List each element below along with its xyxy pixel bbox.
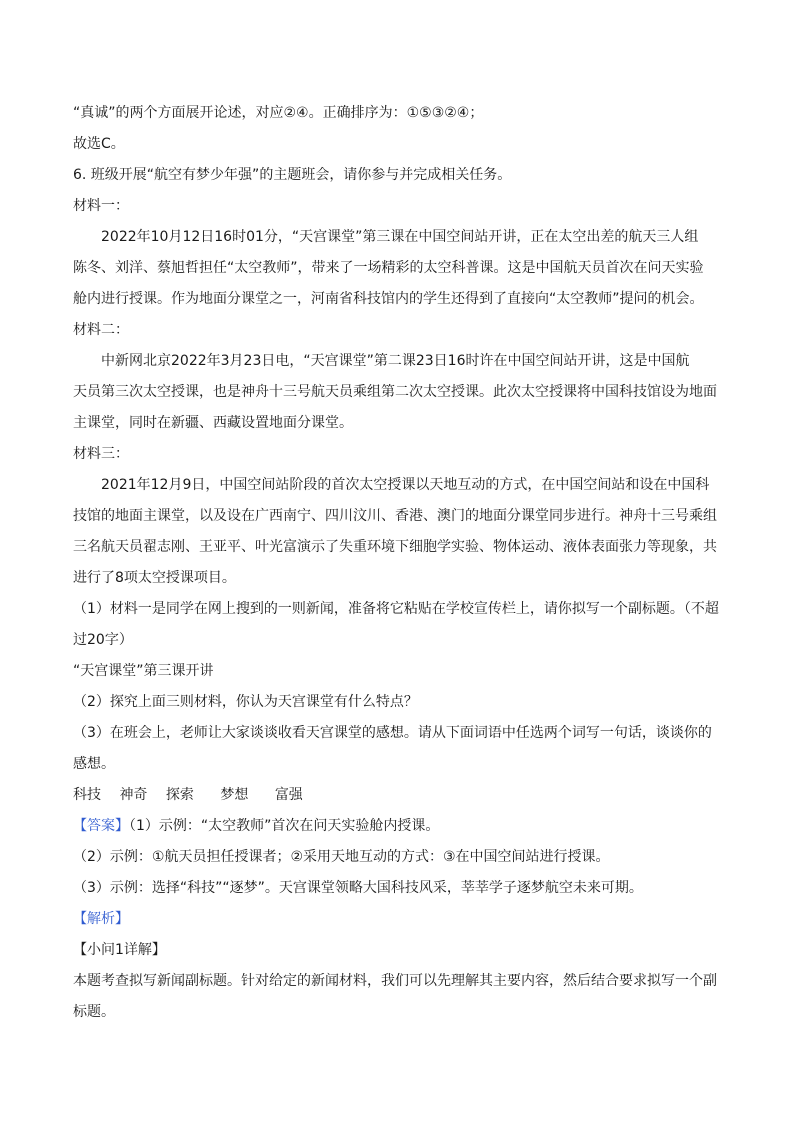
answer-text: （2）示例：①航天员担任授课者；②采用天地互动的方式：③在中国空间站进行授课。: [73, 849, 610, 865]
sub-question: （1）材料一是同学在网上搜到的一则新闻，准备将它粘贴在学校宣传栏上，请你拟写一个副标题。（不超: [73, 601, 719, 617]
keyword: 科技: [73, 787, 101, 803]
paragraph-line: 中新网北京2022年3月23日电，“天宫课堂”第二课23日16时许在中国空间站开讲，这是中国航: [101, 353, 690, 369]
text-line: 故选C。: [73, 136, 125, 152]
explanation-text: 本题考查拟写新闻副标题。针对给定的新闻材料，我们可以先理解其主要内容，然后结合要求拟写一个副: [73, 973, 717, 989]
paragraph-line: 陈冬、刘洋、蔡旭哲担任“太空教师”，带来了一场精彩的太空科普课。这是中国航天员首次在问天实验: [73, 260, 704, 276]
paragraph-line: 2021年12月9日，中国空间站阶段的首次太空授课以天地互动的方式，在中国空间站和设在中国科: [101, 477, 710, 493]
paragraph-line: 主课堂，同时在新疆、西藏设置地面分课堂。: [73, 415, 353, 431]
question-heading: 6. 班级开展“航空有梦少年强”的主题班会，请你参与并完成相关任务。: [73, 167, 512, 183]
sub-question: 过20字）: [73, 632, 133, 648]
sub-question: （2）探究上面三则材料，你认为天宫课堂有什么特点？: [73, 694, 418, 710]
paragraph-line: 进行了8项太空授课项目。: [73, 570, 236, 586]
answer-line: “天宫课堂”第三课开讲: [73, 663, 214, 679]
sub-question: 感想。: [73, 756, 115, 772]
keyword: 梦想: [220, 787, 249, 803]
answer-block: [73, 816, 724, 836]
sub-question-detail-heading: 【小问1详解】: [73, 942, 166, 958]
answer-text: （1）示例：“太空教师”首次在问天实验舱内授课。: [129, 818, 440, 834]
paragraph-line: 技馆的地面主课堂，以及设在广西南宁、四川汶川、香港、澳门的地面分课堂同步进行。神舟十三号乘组: [73, 508, 717, 524]
text-line: “真诚”的两个方面展开论述，对应②④。正确排序为：①⑤③②④；: [73, 105, 484, 121]
keyword: 神奇: [119, 787, 148, 803]
keyword-list: [73, 785, 724, 805]
paragraph-line: 三名航天员翟志刚、王亚平、叶光富演示了失重环境下细胞学实验、物体运动、液体表面张力等现象，共: [73, 539, 717, 555]
analysis-label: 【解析】: [73, 911, 129, 927]
answer-text: （3）示例：选择“科技”“逐梦”。天宫课堂领略大国科技风采，莘莘学子逐梦航空未来可期。: [73, 880, 643, 896]
paragraph-line: 天员第三次太空授课，也是神舟十三号航天员乘组第二次太空授课。此次太空授课将中国科技馆设为地面: [73, 384, 717, 400]
material-label: 材料一：: [73, 198, 129, 214]
paragraph-line: 2022年10月12日16时01分，“天宫课堂”第三课在中国空间站开讲，正在太空出差的航天三人组: [101, 229, 699, 245]
material-label: 材料二：: [73, 322, 129, 338]
material-label: 材料三：: [73, 446, 129, 462]
sub-question: （3）在班会上，老师让大家谈谈收看天宫课堂的感想。请从下面词语中任选两个词写一句话，谈谈你的: [73, 725, 712, 741]
keyword: 探索: [165, 787, 194, 803]
explanation-text: 标题。: [73, 1004, 115, 1020]
answer-label: 【答案】: [73, 818, 129, 834]
paragraph-line: 舱内进行授课。作为地面分课堂之一，河南省科技馆内的学生还得到了直接向“太空教师”提问的机会。: [73, 291, 704, 307]
keyword: 富强: [274, 787, 303, 803]
